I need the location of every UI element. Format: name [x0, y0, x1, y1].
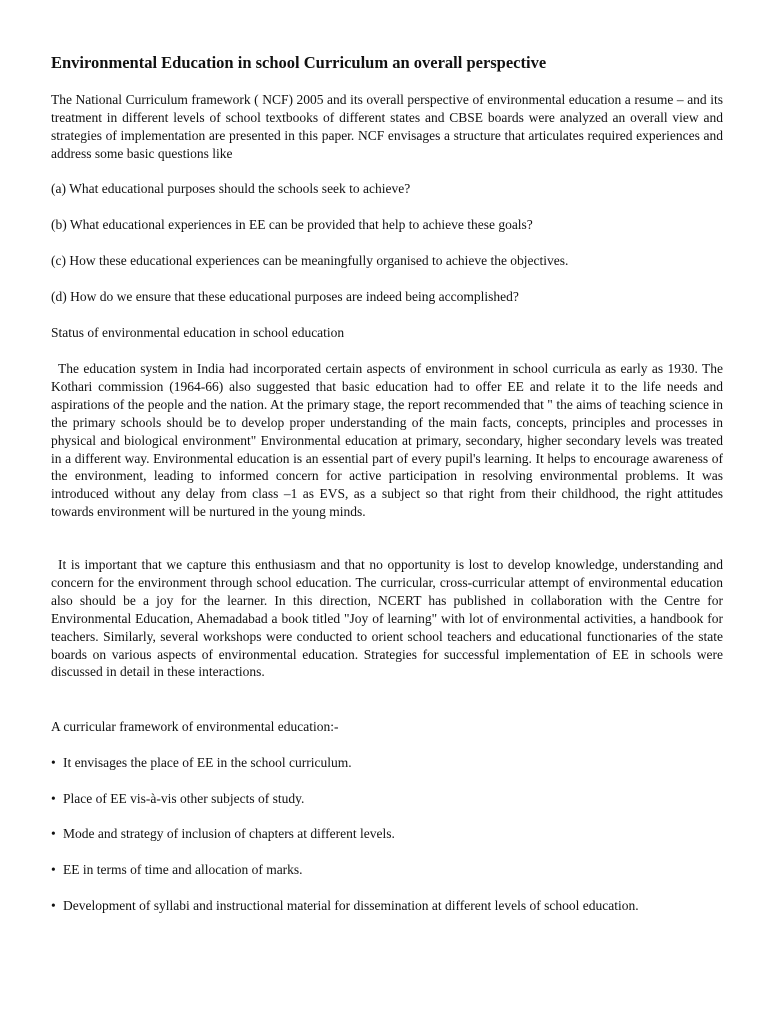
framework-bullet-item — [51, 861, 303, 879]
status-paragraph-1: The education system in India had incorporated certain aspects of environment in school curricula as early as 1930. The Kothari commission (1964-66) also suggested that basic education had to offer EE and relate it to the life needs and aspirations of the people and the nation. At the primary stage, the report recommended that " the aims of teaching science in the primary schools should be to develop proper understanding of the main facts, concepts, principles and processes in physical and biological environment" Environmental education at primary, secondary, higher secondary levels was treated in a different way. Environmental education is an essential part of every pupil's learning. It helps to encourage awareness of the environment, leading to informed concern for active participation in resolving environmental problems. It was introduced without any delay from class –1 as EVS, as a subject so that right from their childhood, the right attitudes towards environment will be nurtured in the young minds. — [51, 361, 723, 520]
bullet-symbol: • — [51, 791, 56, 806]
bullet-text: It envisages the place of EE in the school curriculum. — [63, 755, 352, 770]
question-c: (c) How these educational experiences can be meaningfully organised to achieve the objectives. — [51, 253, 569, 268]
status-paragraph-2: It is important that we capture this enthusiasm and that no opportunity is lost to develop knowledge, understanding and concern for the environment through school education. The curricular, cross-curricular attempt of environmental education also should be a joy for the learner. In this direction, NCERT has published in collaboration with the Centre for Environmental Education, Ahemadabad a book titled "Joy of learning" with lot of environmental activities, a handbook for teachers. Similarly, several workshops were conducted to orient school teachers and educational functionaries of the state boards on various aspects of environmental education. Strategies for successful implementation of EE in schools were discussed in detail in these interactions. — [51, 557, 723, 680]
bullet-text: EE in terms of time and allocation of marks. — [63, 862, 303, 877]
framework-bullet-item — [51, 897, 639, 915]
framework-bullet-item — [51, 754, 352, 772]
question-b: (b) What educational experiences in EE can be provided that help to achieve these goals? — [51, 217, 533, 232]
intro-paragraph: The National Curriculum framework ( NCF) 2005 and its overall perspective of environmental education a resume – and its treatment in different levels of school textbooks of different states and CBSE boards were analyzed an overall view and strategies of implementation are presented in this paper. NCF envisages a structure that articulates required experiences and address some basic questions like — [51, 92, 723, 161]
bullet-symbol: • — [51, 755, 56, 770]
bullet-text: Development of syllabi and instructional material for dissemination at different levels of school education. — [63, 898, 639, 913]
bullet-text: Place of EE vis-à-vis other subjects of study. — [63, 791, 305, 806]
framework-heading: A curricular framework of environmental education:- — [51, 719, 339, 734]
framework-bullet-item — [51, 825, 395, 843]
bullet-text: Mode and strategy of inclusion of chapters at different levels. — [63, 826, 395, 841]
question-d: (d) How do we ensure that these educational purposes are indeed being accomplished? — [51, 289, 519, 304]
bullet-symbol: • — [51, 898, 56, 913]
status-heading: Status of environmental education in school education — [51, 325, 345, 340]
bullet-symbol: • — [51, 826, 56, 841]
document-title: Environmental Education in school Curriculum an overall perspective — [51, 53, 547, 72]
bullet-symbol: • — [51, 862, 56, 877]
framework-bullet-item — [51, 790, 304, 808]
question-a: (a) What educational purposes should the schools seek to achieve? — [51, 181, 411, 196]
